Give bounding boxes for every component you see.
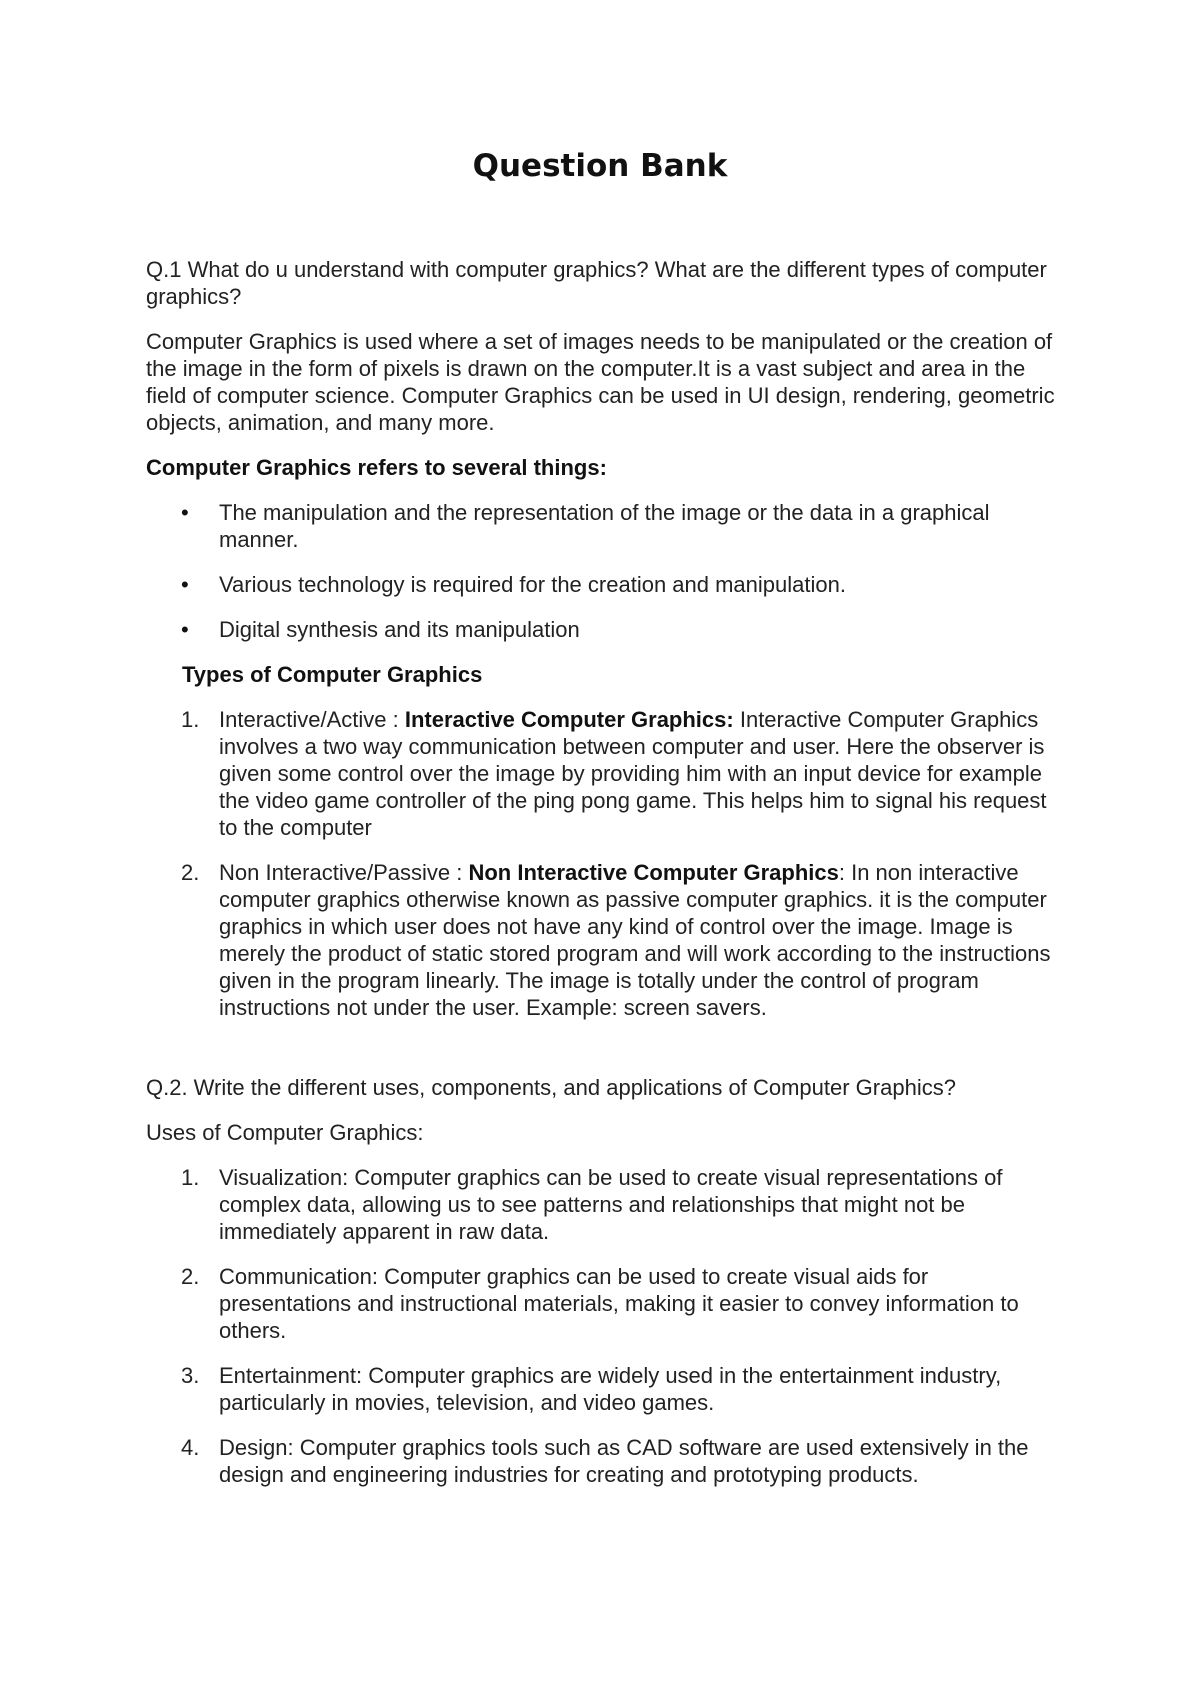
type-bold-term: Non Interactive Computer Graphics (468, 860, 839, 885)
list-number: 2. (181, 860, 200, 885)
list-item-text: Entertainment: Computer graphics are widely used in the entertainment industry, particularly in movies, television, and video games. (219, 1363, 1002, 1415)
list-item (146, 1164, 1066, 1245)
document-body (146, 256, 1066, 1506)
refers-heading: Computer Graphics refers to several things: (146, 455, 607, 480)
list-item-text: Communication: Computer graphics can be used to create visual aids for presentations and instructional materials, making it easier to convey information to others. (219, 1264, 1019, 1343)
refers-list (146, 499, 1066, 643)
list-item (146, 859, 1066, 1021)
list-item-text: The manipulation and the representation of the image or the data in a graphical manner. (219, 500, 990, 552)
types-list (146, 706, 1066, 1021)
list-item-text: Design: Computer graphics tools such as CAD software are used extensively in the design and engineering industries for creating and prototyping products. (219, 1435, 1029, 1487)
type-description: Interactive Computer Graphics involves a two way communication between computer and user. Here the observer is given some control over the image by providing him with an input device for example the video game controller of the ping pong game. This helps him to signal his request to the computer (219, 707, 1047, 840)
list-item-text: Visualization: Computer graphics can be used to create visual representations of complex data, allowing us to see patterns and relationships that might not be immediately apparent in raw data. (219, 1165, 1003, 1244)
list-item (146, 616, 1066, 643)
type-prefix: Interactive/Active : (219, 707, 405, 732)
list-item (146, 571, 1066, 598)
type-description: : In non interactive computer graphics otherwise known as passive computer graphics. it is the computer graphics in which user does not have any kind of control over the image. Image is merely the product of static stored program and will work according to the instructions given in the program linearly. The image is totally under the control of program instructions not under the user. Example: screen savers. (219, 860, 1051, 1020)
list-number: 4. (181, 1435, 200, 1460)
uses-heading: Uses of Computer Graphics: (146, 1120, 424, 1145)
list-item (146, 499, 1066, 553)
list-number: 2. (181, 1264, 200, 1289)
page-title: Question Bank (472, 148, 728, 184)
type-bold-term: Interactive Computer Graphics: (404, 707, 734, 732)
bullet-icon: • (181, 617, 189, 642)
bullet-icon: • (181, 572, 189, 597)
list-number: 1. (181, 1165, 200, 1190)
list-item-text: Digital synthesis and its manipulation (219, 617, 580, 642)
types-heading: Types of Computer Graphics (182, 662, 483, 687)
bullet-icon: • (181, 500, 189, 525)
q1-intro-paragraph: Computer Graphics is used where a set of images needs to be manipulated or the creation of the image in the form of pixels is drawn on the computer.It is a vast subject and area in the field of computer science. Computer Graphics can be used in UI design, rendering, geometric objects, animation, and many more. (146, 329, 1055, 435)
list-number: 1. (181, 707, 200, 732)
list-item (146, 1434, 1066, 1488)
list-item (146, 1263, 1066, 1344)
list-item (146, 706, 1066, 841)
list-item-text: Various technology is required for the creation and manipulation. (219, 572, 846, 597)
uses-list (146, 1164, 1066, 1488)
list-number: 3. (181, 1363, 200, 1388)
type-prefix: Non Interactive/Passive : (219, 860, 469, 885)
list-item (146, 1362, 1066, 1416)
question-1: Q.1 What do u understand with computer graphics? What are the different types of computer graphics? (146, 257, 1047, 309)
question-2: Q.2. Write the different uses, components, and applications of Computer Graphics? (146, 1075, 956, 1100)
